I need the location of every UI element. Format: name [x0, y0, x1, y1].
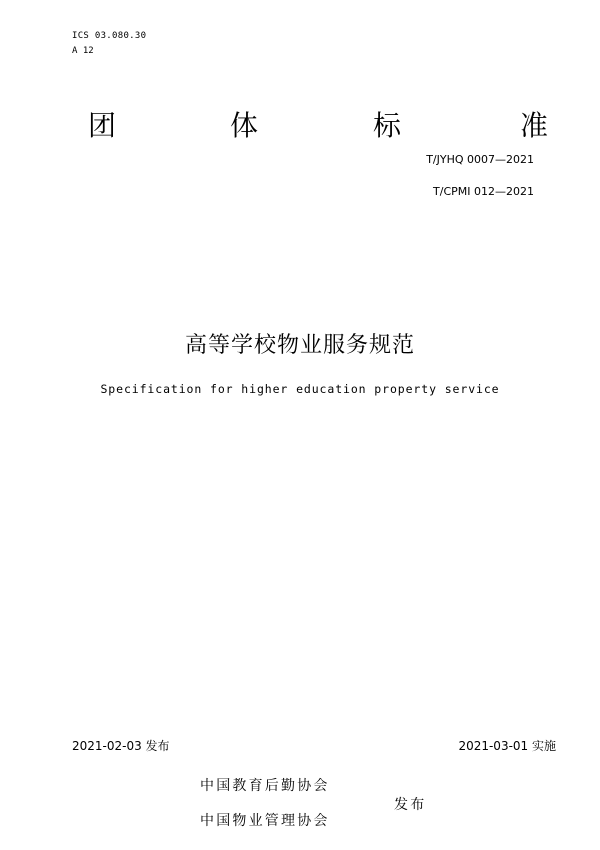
standard-type-char: 准 — [520, 109, 549, 142]
document-title-english: Specification for higher education property service — [100, 382, 500, 396]
standard-type-char: 体 — [230, 109, 259, 142]
standard-type-heading — [88, 109, 548, 145]
publisher-org-1: 中国教育后勤协会 — [200, 778, 330, 794]
ics-code: ICS 03.080.30 — [72, 31, 147, 41]
publisher-org-2: 中国物业管理协会 — [200, 813, 330, 829]
standard-code-primary: T/JYHQ 0007—2021 — [426, 153, 534, 166]
publish-label: 发布 — [394, 797, 427, 813]
standard-code-secondary: T/CPMI 012—2021 — [433, 185, 534, 198]
issue-date: 2021-02-03 发布 — [72, 739, 170, 753]
standard-type-char: 团 — [88, 109, 117, 142]
standard-type-char: 标 — [373, 109, 402, 142]
implementation-date: 2021-03-01 实施 — [458, 739, 556, 753]
ccs-code: A 12 — [72, 46, 94, 56]
document-title-chinese: 高等学校物业服务规范 — [184, 333, 415, 358]
